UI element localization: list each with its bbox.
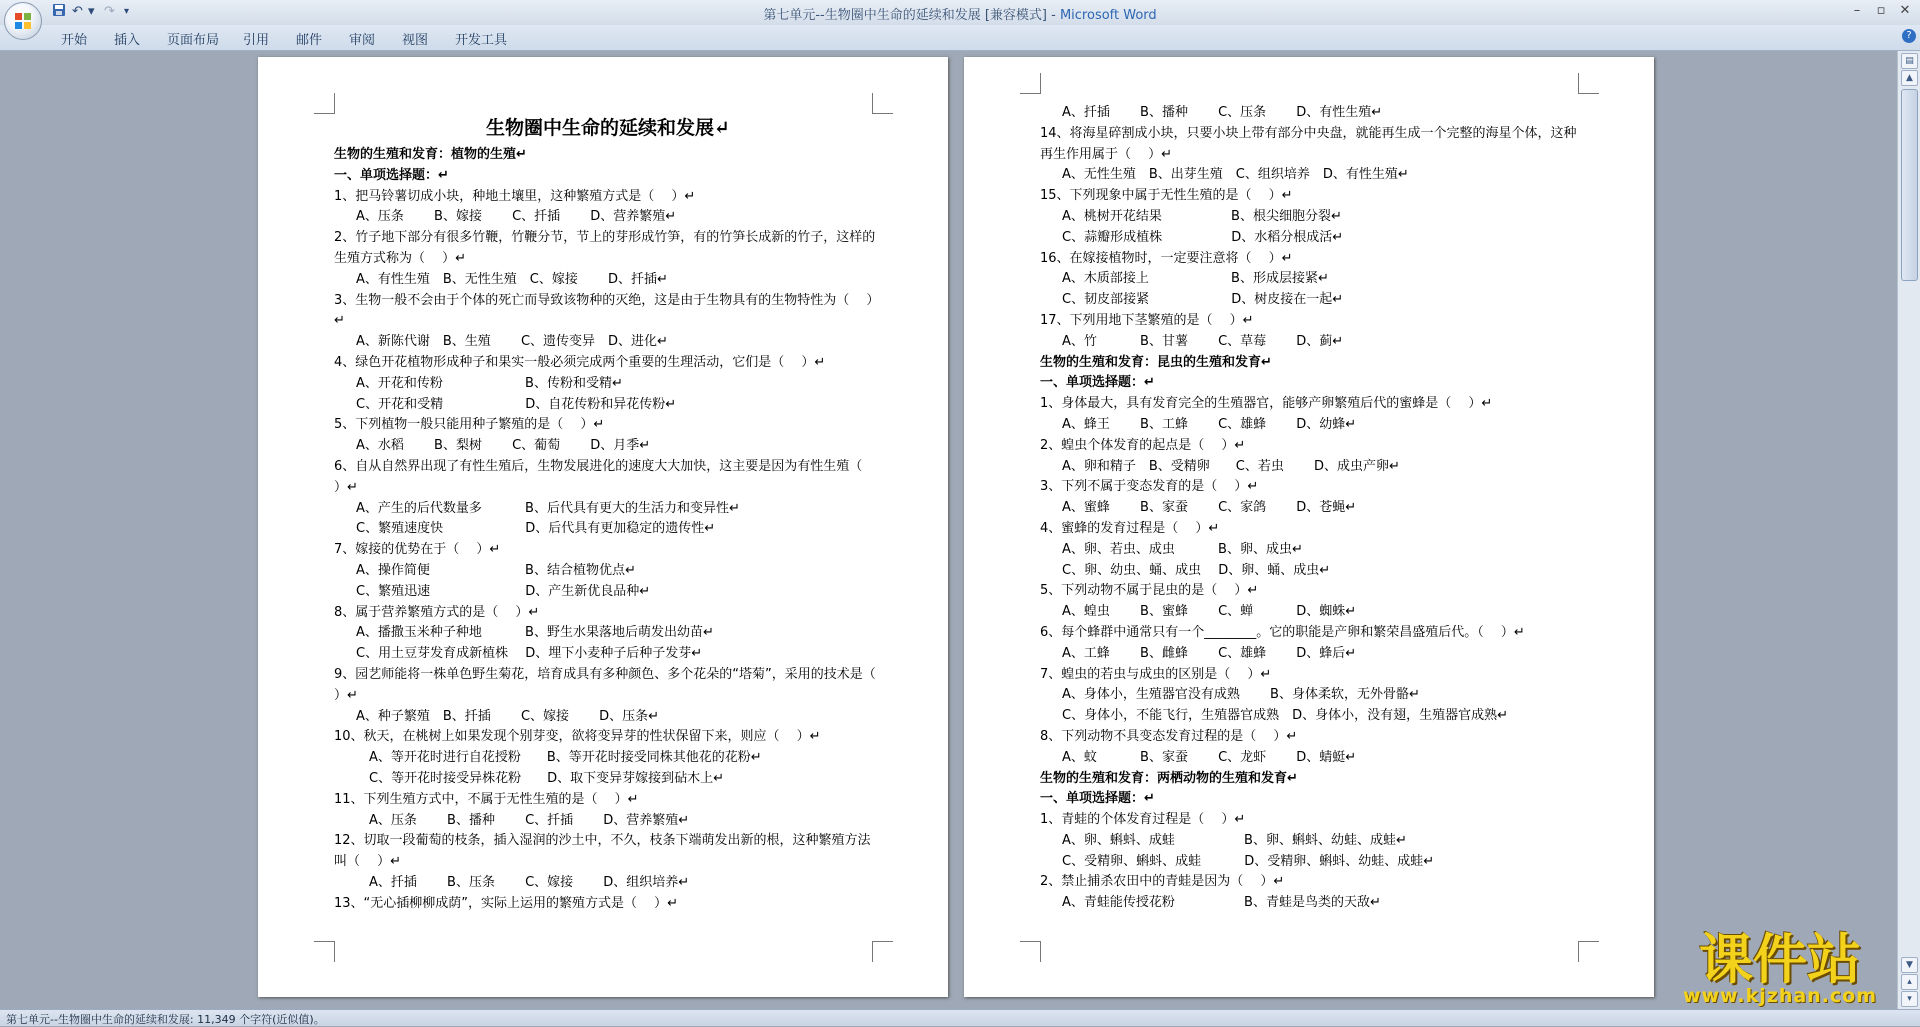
text-line: 9、园艺师能将一株单色野生菊花，培育成具有多种颜色、多个花朵的“塔菊”，采用的技术是（ ）↵ bbox=[334, 666, 893, 703]
text-line: 8、下列动物不具变态发育过程的是（ ）↵ bbox=[1040, 728, 1298, 744]
section-heading: 生物的生殖和发育：植物的生殖↵ bbox=[334, 147, 527, 162]
section-heading: 一、单项选择题：↵ bbox=[1040, 791, 1155, 807]
text-line: 5、下列动物不属于昆虫的是（ ）↵ bbox=[1040, 583, 1259, 599]
customize-toolbar-icon[interactable]: ▾ bbox=[124, 6, 130, 17]
page-1-text[interactable] bbox=[334, 113, 893, 914]
document-title-heading: 生物圈中生命的延续和发展↵ bbox=[486, 117, 730, 139]
ribbon-tabs bbox=[0, 25, 1920, 51]
status-text: 第七单元--生物圈中生命的延续和发展: 11,349 个字符(近似值)。 bbox=[6, 1013, 325, 1026]
tab-references[interactable]: 引用 bbox=[243, 33, 270, 48]
text-line: 1、青蛙的个体发育过程是（ ）↵ bbox=[1040, 812, 1246, 828]
restore-icon[interactable]: ▫ bbox=[1876, 3, 1886, 18]
text-line: C、用土豆芽发育成新植株 D、埋下小麦种子后种子发芽↵ bbox=[356, 646, 703, 662]
text-line: A、木质部接上 B、形成层接紧↵ bbox=[1062, 271, 1329, 287]
text-line: A、竹 B、甘薯 C、草莓 D、蓟↵ bbox=[1062, 333, 1344, 349]
crop-mark bbox=[1578, 941, 1599, 962]
text-line: A、压条 B、嫁接 C、扦插 D、营养繁殖↵ bbox=[356, 209, 677, 225]
text-line: 17、下列用地下茎繁殖的是（ ）↵ bbox=[1040, 312, 1254, 328]
document-page-2[interactable] bbox=[964, 57, 1654, 997]
text-line: A、卵、蝌蚪、成蛙 B、卵、蝌蚪、幼蛙、成蛙↵ bbox=[1062, 832, 1407, 848]
redo-icon[interactable]: ↷ bbox=[104, 4, 115, 19]
text-line: 13、“无心插柳柳成荫”，实际上运用的繁殖方式是（ ）↵ bbox=[334, 895, 679, 911]
tab-insert[interactable]: 插入 bbox=[114, 33, 141, 48]
close-icon[interactable]: ✕ bbox=[1899, 3, 1911, 18]
text-line: C、繁殖迅速 D、产生新优良品种↵ bbox=[356, 583, 651, 599]
text-line: A、卵、若虫、成虫 B、卵、成虫↵ bbox=[1062, 541, 1303, 557]
crop-mark bbox=[1020, 941, 1041, 962]
text-line: A、蜂王 B、工蜂 C、雄蜂 D、幼蜂↵ bbox=[1062, 416, 1357, 432]
text-line: A、蚊 B、家蚕 C、龙虾 D、蜻蜓↵ bbox=[1062, 749, 1357, 765]
tab-page-layout[interactable]: 页面布局 bbox=[167, 33, 220, 48]
text-line: A、扦插 B、压条 C、嫁接 D、组织培养↵ bbox=[356, 874, 690, 890]
crop-mark bbox=[872, 941, 893, 962]
text-line: 2、禁止捕杀农田中的青蛙是因为（ ）↵ bbox=[1040, 874, 1285, 890]
text-line: A、产生的后代数量多 B、后代具有更大的生活力和变异性↵ bbox=[356, 500, 740, 516]
text-line: 3、生物一般不会由于个体的死亡而导致该物种的灭绝，这是由于生物具有的生物特性为（ ）↵ bbox=[334, 292, 880, 329]
text-line: A、播撒玉米种子种地 B、野生水果落地后萌发出幼苗↵ bbox=[356, 625, 714, 641]
minimize-icon[interactable]: – bbox=[1853, 3, 1861, 18]
text-line: C、卵、幼虫、蛹、成虫 D、卵、蛹、成虫↵ bbox=[1062, 562, 1331, 578]
text-line: 14、将海星碎割成小块，只要小块上带有部分中央盘，就能再生成一个完整的海星个体，这种再生作用属于（ ）↵ bbox=[1040, 125, 1577, 162]
text-line: 4、蜜蜂的发育过程是（ ）↵ bbox=[1040, 520, 1220, 536]
text-line: 16、在嫁接植物时，一定要注意将（ ）↵ bbox=[1040, 250, 1293, 266]
ruler-toggle-icon[interactable]: ▤ bbox=[1901, 53, 1918, 69]
document-title: 第七单元--生物圈中生命的延续和发展 [兼容模式] - bbox=[763, 8, 1060, 23]
text-line: 6、每个蜂群中通常只有一个________。它的职能是产卵和繁荣昌盛殖后代。（ ）↵ bbox=[1040, 624, 1525, 640]
crop-mark bbox=[1578, 73, 1599, 94]
section-heading: 一、单项选择题：↵ bbox=[1040, 375, 1155, 391]
crop-mark bbox=[314, 941, 335, 962]
next-page-icon[interactable]: ▾ bbox=[1901, 991, 1918, 1007]
text-line: A、新陈代谢 B、生殖 C、遗传变异 D、进化↵ bbox=[356, 334, 668, 350]
scroll-up-icon[interactable]: ▲ bbox=[1901, 70, 1918, 86]
vertical-scrollbar[interactable] bbox=[1897, 51, 1920, 1009]
text-line: C、蒜瓣形成植株 D、水稻分根成活↵ bbox=[1062, 229, 1344, 245]
text-line: A、蜜蜂 B、家蚕 C、家鸽 D、苍蝇↵ bbox=[1062, 500, 1357, 516]
text-line: A、身体小，生殖器官没有成熟 B、身体柔软，无外骨骼↵ bbox=[1062, 687, 1420, 703]
prev-page-icon[interactable]: ▴ bbox=[1901, 974, 1918, 990]
scroll-thumb[interactable] bbox=[1901, 89, 1918, 281]
text-line: 1、身体最大，具有发育完全的生殖器官，能够产卵繁殖后代的蜜蜂是（ ）↵ bbox=[1040, 396, 1493, 412]
text-line: C、韧皮部接紧 D、树皮接在一起↵ bbox=[1062, 292, 1344, 308]
site-watermark bbox=[1664, 927, 1896, 1007]
section-heading: 生物的生殖和发育：昆虫的生殖和发育↵ bbox=[1040, 354, 1272, 370]
text-line: A、等开花时进行自花授粉 B、等开花时接受同株其他花的花粉↵ bbox=[356, 750, 762, 766]
section-heading: 一、单项选择题：↵ bbox=[334, 167, 449, 183]
document-workspace bbox=[0, 51, 1898, 1009]
text-line: 5、下列植物一般只能用种子繁殖的是（ ）↵ bbox=[334, 417, 605, 433]
text-line: C、受精卵、蝌蚪、成蛙 D、受精卵、蝌蚪、幼蛙、成蛙↵ bbox=[1062, 853, 1435, 869]
undo-icon[interactable]: ↶ bbox=[72, 4, 83, 19]
text-line: A、操作简便 B、结合植物优点↵ bbox=[356, 562, 636, 578]
undo-dropdown-icon[interactable]: ▾ bbox=[88, 4, 95, 19]
text-line: A、卵和精子 B、受精卵 C、若虫 D、成虫产卵↵ bbox=[1062, 458, 1400, 474]
page-2-text[interactable] bbox=[1040, 103, 1588, 914]
text-line: A、种子繁殖 B、扦插 C、嫁接 D、压条↵ bbox=[356, 708, 660, 724]
window-title bbox=[0, 4, 1920, 23]
watermark-text: 课件站 bbox=[1699, 927, 1861, 991]
text-line: 3、下列不属于变态发育的是（ ）↵ bbox=[1040, 479, 1259, 495]
title-bar bbox=[0, 0, 1920, 25]
text-line: A、无性生殖 B、出芽生殖 C、组织培养 D、有性生殖↵ bbox=[1062, 167, 1409, 183]
text-line: 1、把马铃薯切成小块，种地土壤里，这种繁殖方式是（ ）↵ bbox=[334, 188, 696, 204]
office-logo-icon bbox=[14, 12, 32, 30]
text-line: A、开花和传粉 B、传粉和受精↵ bbox=[356, 375, 623, 391]
text-line: A、有性生殖 B、无性生殖 C、嫁接 D、扦插↵ bbox=[356, 271, 668, 287]
text-line: A、扦插 B、播种 C、压条 D、有性生殖↵ bbox=[1062, 105, 1383, 120]
text-line: C、等开花时接受异株花粉 D、取下变异芽嫁接到砧木上↵ bbox=[356, 770, 724, 786]
text-line: A、压条 B、播种 C、扦插 D、营养繁殖↵ bbox=[356, 812, 690, 828]
tab-view[interactable]: 视图 bbox=[402, 33, 429, 48]
scroll-down-icon[interactable]: ▼ bbox=[1901, 957, 1918, 973]
text-line: 4、绿色开花植物形成种子和果实一般必须完成两个重要的生理活动，它们是（ ）↵ bbox=[334, 354, 826, 370]
text-line: 2、竹子地下部分有很多竹鞭，竹鞭分节，节上的芽形成竹笋，有的竹笋长成新的竹子，这样的生殖方式称为（ ）↵ bbox=[334, 230, 876, 266]
text-line: 15、下列现象中属于无性生殖的是（ ）↵ bbox=[1040, 188, 1293, 204]
help-icon[interactable]: ? bbox=[1902, 29, 1916, 43]
text-line: A、蝗虫 B、蜜蜂 C、蝉 D、蜘蛛↵ bbox=[1062, 604, 1357, 620]
text-line: A、工蜂 B、雌蜂 C、雄蜂 D、蜂后↵ bbox=[1062, 645, 1357, 661]
text-line: C、繁殖速度快 D、后代具有更加稳定的遗传性↵ bbox=[356, 521, 716, 537]
text-line: 7、嫁接的优势在于（ ）↵ bbox=[334, 542, 501, 558]
text-line: 2、蝗虫个体发育的起点是（ ）↵ bbox=[1040, 437, 1246, 453]
status-bar bbox=[0, 1009, 1920, 1026]
office-button[interactable] bbox=[4, 2, 42, 40]
text-line: A、桃树开花结果 B、根尖细胞分裂↵ bbox=[1062, 208, 1342, 224]
text-line: 8、属于营养繁殖方式的是（ ）↵ bbox=[334, 604, 540, 620]
text-line: A、水稻 B、梨树 C、葡萄 D、月季↵ bbox=[356, 438, 651, 454]
text-line: 10、秋天，在桃树上如果发现个别芽变，欲将变异芽的性状保留下来，则应（ ）↵ bbox=[334, 729, 821, 745]
text-line: 6、自从自然界出现了有性生殖后，生物发展进化的速度大大加快，这主要是因为有性生殖（ ）↵ bbox=[334, 458, 880, 495]
watermark-url: www.kjzhan.com bbox=[1682, 985, 1878, 1007]
tab-review[interactable]: 审阅 bbox=[349, 33, 376, 48]
text-line: C、开花和受精 D、自花传粉和异花传粉↵ bbox=[356, 396, 677, 412]
section-heading: 生物的生殖和发育：两栖动物的生殖和发育↵ bbox=[1040, 770, 1298, 786]
text-line: 11、下列生殖方式中，不属于无性生殖的是（ ）↵ bbox=[334, 791, 639, 807]
crop-mark bbox=[314, 93, 335, 114]
text-line: C、身体小，不能飞行，生殖器官成熟 D、身体小，没有翅，生殖器官成熟↵ bbox=[1062, 708, 1508, 724]
text-line: 12、切取一段葡萄的枝条，插入湿润的沙土中，不久，枝条下端萌发出新的根，这种繁殖方法叫（ ）↵ bbox=[334, 833, 871, 870]
tab-developer[interactable]: 开发工具 bbox=[455, 33, 508, 48]
text-line: A、青蛙能传授花粉 B、青蛙是鸟类的天敌↵ bbox=[1062, 895, 1381, 911]
text-line: 7、蝗虫的若虫与成虫的区别是（ ）↵ bbox=[1040, 666, 1272, 682]
crop-mark bbox=[872, 93, 893, 114]
tab-home[interactable]: 开始 bbox=[61, 33, 88, 48]
document-page-1[interactable] bbox=[258, 57, 948, 997]
tab-mailings[interactable]: 邮件 bbox=[296, 33, 323, 48]
app-name: Microsoft Word bbox=[1059, 8, 1157, 23]
crop-mark bbox=[1020, 73, 1041, 94]
